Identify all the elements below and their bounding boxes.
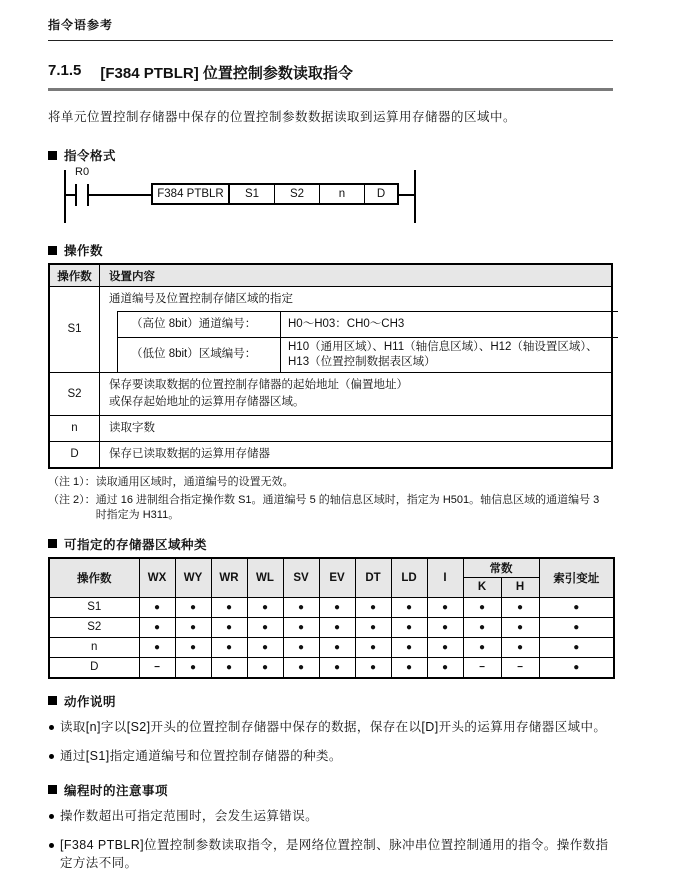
operand-name-n: n [49,415,100,441]
mem-cell: ● [175,597,211,617]
header-rule [48,40,613,41]
mem-cell: ● [391,617,427,637]
table-row [118,311,619,337]
mem-cell: ● [247,657,283,678]
operand-table [48,263,613,469]
table-row [49,597,614,617]
table-row [49,287,612,373]
mem-cell: ● [427,637,463,657]
mem-header-ld: LD [391,558,427,598]
mem-cell: ● [319,597,355,617]
operand-content-n: 读取字数 [100,415,613,441]
mem-cell: − [139,657,175,678]
mem-cell: ● [463,637,501,657]
right-power-rail [414,170,416,223]
mem-cell: ● [501,597,539,617]
memory-table-header-row-1 [49,558,614,578]
footnote-2 [48,493,613,524]
mem-header-constant: 常数 [463,558,539,578]
mem-cell: ● [211,657,247,678]
mem-row-name: n [49,637,139,657]
mem-cell: ● [539,637,614,657]
footnote-2-prefix: （注 2）： [48,493,96,506]
s1-description: 通道编号及位置控制存储区域的指定 [109,293,293,305]
table-row [49,372,612,415]
action-bullet-2: 通过[S1]指定通道编号和位置控制存储器的种类。 [60,748,342,763]
instruction-opcode: F384 PTBLR [153,185,229,203]
mem-cell: ● [427,597,463,617]
mem-cell: ● [247,637,283,657]
square-bullet-icon [48,539,57,548]
mem-header-wr: WR [211,558,247,598]
mem-cell: ● [139,617,175,637]
mem-cell: ● [319,657,355,678]
mem-header-index: 索引变址 [539,558,614,598]
section-number: 7.1.5 [48,62,82,79]
table-row [49,657,614,678]
bullet-dot-icon [49,843,54,848]
table-row [49,415,612,441]
list-item [48,718,613,736]
s1-sub-table [117,311,618,372]
ladder-wire [65,194,75,196]
contact-bar-left [75,184,77,206]
mem-header-k: K [463,577,501,597]
mem-cell: ● [391,637,427,657]
instruction-operand-s2: S2 [274,185,319,203]
bullet-dot-icon [49,754,54,759]
operand-name-s2: S2 [49,372,100,415]
mem-cell: ● [501,617,539,637]
action-bullet-1: 读取[n]字以[S2]开头的位置控制存储器中保存的数据，保存在以[D]开头的运算用存储器区域中。 [60,719,607,734]
heading-instruction-format [48,146,613,164]
ladder-wire [89,194,151,196]
mem-cell: ● [539,597,614,617]
operand-content-s2 [100,372,613,415]
mem-cell: ● [211,617,247,637]
footnote-1-body: 读取通用区域时，通道编号的设置无效。 [95,475,294,488]
footnote-2-body: 通过 16 进制组合指定操作数 S1。通道编号 5 的轴信息区域时，指定为 H501。轴信息区域的通道编号 3 时指定为 H311。 [95,493,600,522]
mem-header-h: H [501,577,539,597]
mem-header-wl: WL [247,558,283,598]
mem-header-i: I [427,558,463,598]
list-item [48,807,613,825]
running-header [48,16,613,41]
ladder-wire [399,194,415,196]
mem-row-name: S1 [49,597,139,617]
mem-header-dt: DT [355,558,391,598]
page-header-text: 指令语参考 [48,18,114,32]
mem-cell: ● [391,597,427,617]
heading-instruction-format-label: 指令格式 [64,149,117,163]
mem-header-wx: WX [139,558,175,598]
contact-label: R0 [75,166,90,178]
s2-line-1: 保存要读取数据的位置控制存储器的起始地址（偏置地址） [109,378,408,391]
mem-cell: − [463,657,501,678]
mem-cell: ● [319,637,355,657]
mem-cell: ● [391,657,427,678]
left-power-rail [64,170,66,223]
instruction-operand-d: D [364,185,397,203]
heading-action-label: 动作说明 [64,694,117,709]
square-bullet-icon [48,246,57,255]
footnote-1 [48,475,613,490]
table-row [118,337,619,371]
mem-operand-header: 操作数 [49,558,139,598]
instruction-operand-s1: S1 [229,185,274,203]
heading-memory-areas-label: 可指定的存储器区域种类 [64,537,208,552]
mem-cell: ● [355,637,391,657]
s1-high-byte-value: H0～H03：CH0～CH3 [281,311,619,337]
mem-cell: ● [139,637,175,657]
programming-bullet-list [48,807,613,872]
mem-row-name: S2 [49,617,139,637]
mem-cell: ● [247,597,283,617]
mem-cell: ● [427,617,463,637]
mem-cell: ● [539,617,614,637]
table-row [49,637,614,657]
ladder-diagram [48,165,613,232]
s2-line-2: 或保存起始地址的运算用存储器区域。 [109,395,305,408]
bullet-dot-icon [49,814,54,819]
footnote-1-prefix: （注 1）： [48,475,96,488]
heading-programming-notes-label: 编程时的注意事项 [64,783,169,798]
mem-cell: ● [247,617,283,637]
operand-column-header: 操作数 [49,264,100,287]
list-item [48,836,613,872]
bullet-dot-icon [49,725,54,730]
heading-memory-areas [48,535,613,553]
instruction-box [151,183,399,205]
mem-cell: ● [319,617,355,637]
title-underline [48,88,613,91]
mem-header-sv: SV [283,558,319,598]
section-title [48,62,613,83]
s1-high-byte-label: （高位 8bit）通道编号： [118,311,281,337]
heading-operands [48,241,613,259]
heading-action [48,692,613,710]
mem-cell: ● [211,597,247,617]
heading-operands-label: 操作数 [64,244,104,258]
memory-area-table [48,557,615,679]
s1-low-byte-label: （低位 8bit）区域编号： [118,337,281,371]
mem-row-name: D [49,657,139,678]
mem-header-wy: WY [175,558,211,598]
mem-cell: ● [175,637,211,657]
footnotes [48,475,613,524]
table-row [49,617,614,637]
mem-header-ev: EV [319,558,355,598]
operand-content-s1 [100,287,613,373]
mem-cell: ● [283,657,319,678]
action-bullet-list [48,718,613,765]
mem-cell: ● [463,597,501,617]
mem-cell: ● [175,617,211,637]
mem-cell: ● [283,617,319,637]
mem-cell: ● [211,637,247,657]
heading-programming-notes [48,781,613,799]
operand-name-d: D [49,441,100,468]
section-title-text: [F384 PTBLR] 位置控制参数读取指令 [100,65,353,82]
mem-cell: ● [139,597,175,617]
operand-name-s1: S1 [49,287,100,373]
mem-cell: ● [427,657,463,678]
programming-bullet-1: 操作数超出可指定范围时，会发生运算错误。 [60,808,319,823]
instruction-operand-n: n [319,185,364,203]
mem-cell: ● [283,597,319,617]
operand-content-d: 保存已读取数据的运算用存储器 [100,441,613,468]
mem-cell: ● [463,617,501,637]
programming-bullet-2: [F384 PTBLR]位置控制参数读取指令，是网络位置控制、脉冲串位置控制通用的指令。操作数指定方法不同。 [60,838,609,871]
mem-cell: ● [355,657,391,678]
square-bullet-icon [48,696,57,705]
s1-low-byte-value: H10（通用区域）、H11（轴信息区域）、H12（轴设置区域）、H13（位置控制数据表区域） [281,337,619,371]
content-column-header: 设置内容 [100,264,613,287]
intro-paragraph: 将单元位置控制存储器中保存的位置控制参数数据读取到运算用存储器的区域中。 [48,110,517,124]
square-bullet-icon [48,151,57,160]
list-item [48,747,613,765]
mem-cell: ● [355,597,391,617]
mem-cell: ● [539,657,614,678]
table-row [49,441,612,468]
operand-table-header-row [49,264,612,287]
mem-cell: ● [175,657,211,678]
mem-cell: ● [355,617,391,637]
square-bullet-icon [48,785,57,794]
mem-cell: ● [501,637,539,657]
mem-cell: − [501,657,539,678]
mem-cell: ● [283,637,319,657]
